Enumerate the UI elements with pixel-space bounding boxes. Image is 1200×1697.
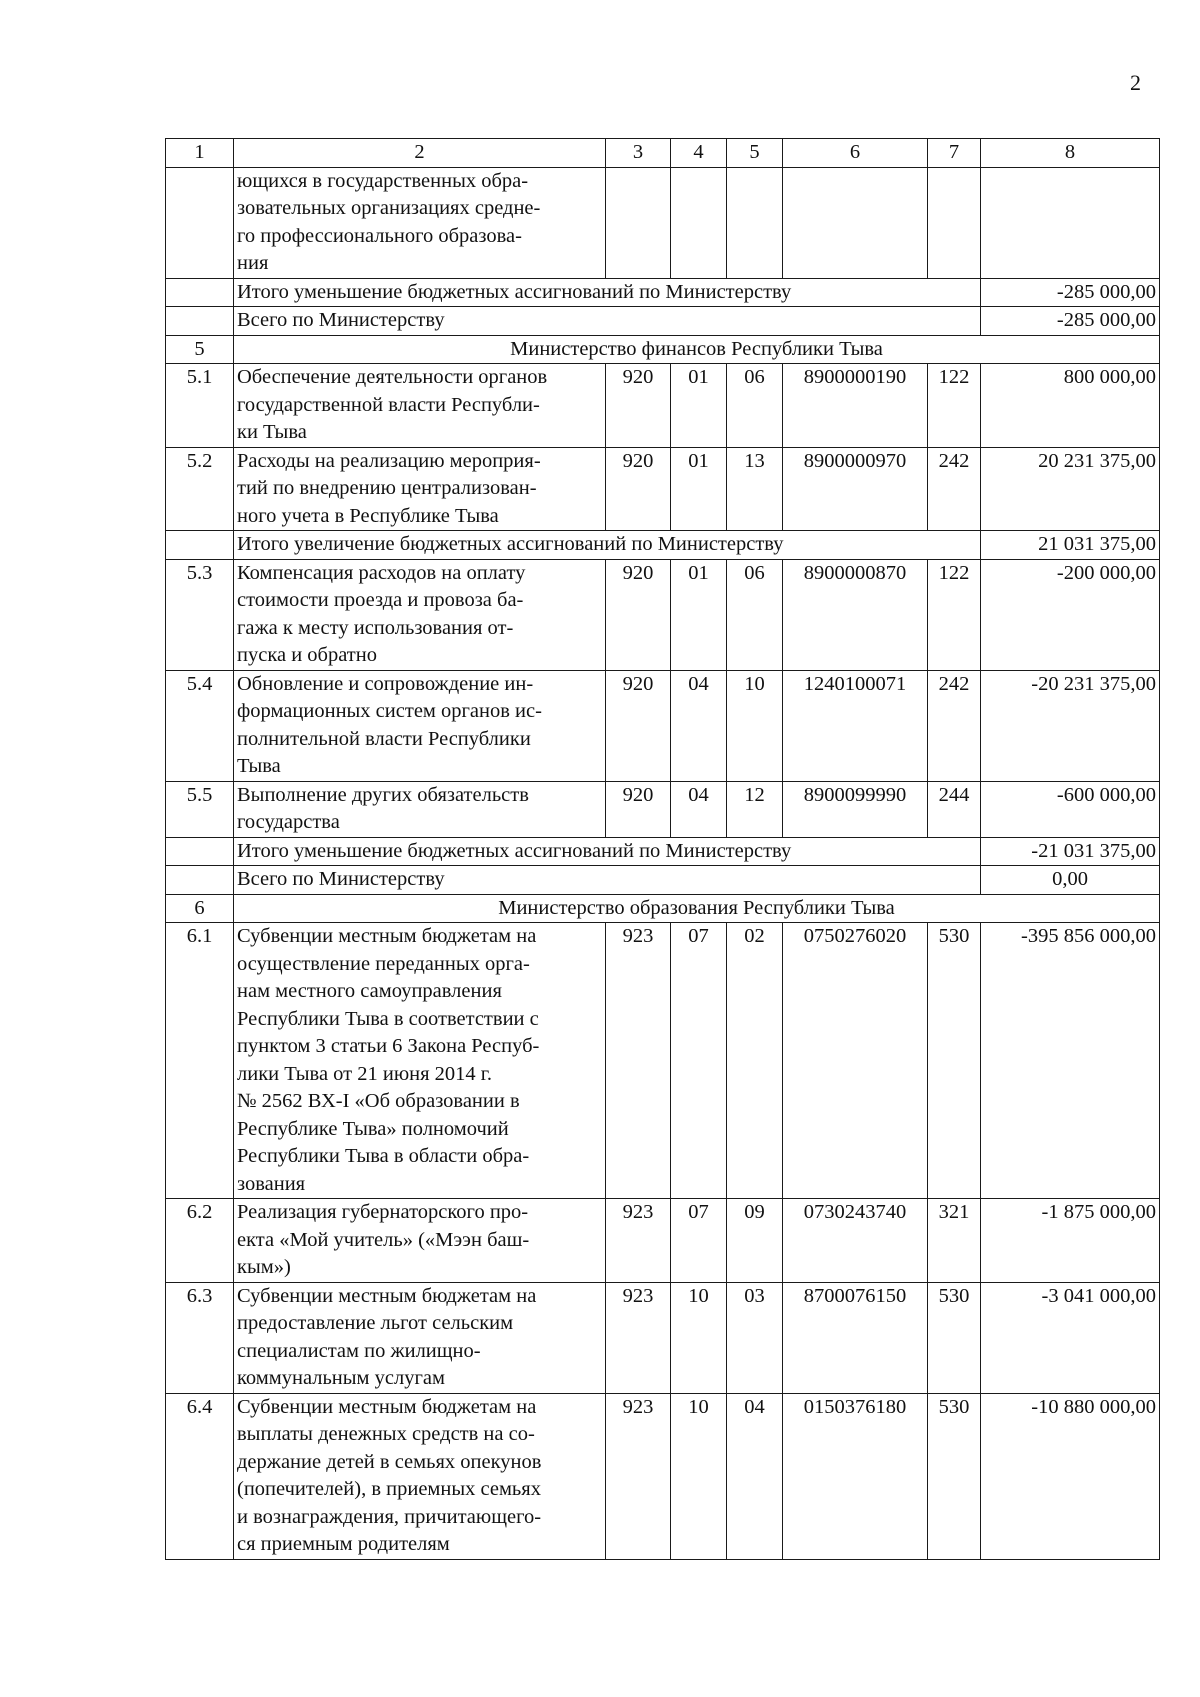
row-description: Субвенции местным бюджетам на предоставление льгот сельским специалистам по жилищно- коммунальным услугам bbox=[234, 1282, 606, 1393]
row-description: Субвенции местным бюджетам на выплаты денежных средств на со- держание детей в семьях опекунов (попечителей), в приемных семьях и вознаграждения, причитающего- ся приемным родителям bbox=[234, 1393, 606, 1559]
code-subsection: 13 bbox=[727, 447, 783, 531]
header-cell: 4 bbox=[671, 139, 727, 168]
code-section: 10 bbox=[671, 1282, 727, 1393]
row-number: 5.5 bbox=[166, 781, 234, 837]
summary-amount: -285 000,00 bbox=[981, 278, 1160, 307]
row-number: 5.1 bbox=[166, 364, 234, 448]
table-row bbox=[166, 364, 1160, 448]
code-ministry: 920 bbox=[606, 364, 671, 448]
header-cell: 7 bbox=[928, 139, 981, 168]
code-expense-type: 321 bbox=[928, 1199, 981, 1283]
row-amount: 20 231 375,00 bbox=[981, 447, 1160, 531]
table-header-row bbox=[166, 139, 1160, 168]
row-number-cell bbox=[166, 307, 234, 336]
code-target-item: 0730243740 bbox=[783, 1199, 928, 1283]
code-expense-type: 244 bbox=[928, 781, 981, 837]
code-ministry: 923 bbox=[606, 1282, 671, 1393]
row-number: 5.2 bbox=[166, 447, 234, 531]
row-description: Обновление и сопровождение ин- формационных систем органов ис- полнительной власти Республики Тыва bbox=[234, 670, 606, 781]
summary-label: Итого увеличение бюджетных ассигнований по Министерству bbox=[234, 531, 981, 560]
code-section: 01 bbox=[671, 447, 727, 531]
section-title: Министерство образования Республики Тыва bbox=[234, 894, 1160, 923]
summary-label: Итого уменьшение бюджетных ассигнований по Министерству bbox=[234, 278, 981, 307]
row-amount: -600 000,00 bbox=[981, 781, 1160, 837]
header-cell: 6 bbox=[783, 139, 928, 168]
row-amount: 800 000,00 bbox=[981, 364, 1160, 448]
code-subsection: 06 bbox=[727, 364, 783, 448]
code-target-item: 8900099990 bbox=[783, 781, 928, 837]
empty-cell bbox=[928, 167, 981, 278]
header-cell: 2 bbox=[234, 139, 606, 168]
code-expense-type: 242 bbox=[928, 670, 981, 781]
row-description: ющихся в государственных обра- зовательных организациях средне- го профессионального образова- ния bbox=[234, 167, 606, 278]
summary-amount: 0,00 bbox=[981, 866, 1160, 895]
budget-table bbox=[165, 138, 1160, 1560]
table-row-continuation bbox=[166, 167, 1160, 278]
empty-cell bbox=[671, 167, 727, 278]
code-expense-type: 530 bbox=[928, 1393, 981, 1559]
row-number-cell bbox=[166, 866, 234, 895]
code-section: 01 bbox=[671, 559, 727, 670]
code-subsection: 03 bbox=[727, 1282, 783, 1393]
summary-amount: -285 000,00 bbox=[981, 307, 1160, 336]
summary-label: Итого уменьшение бюджетных ассигнований по Министерству bbox=[234, 837, 981, 866]
row-amount: -20 231 375,00 bbox=[981, 670, 1160, 781]
section-number: 5 bbox=[166, 335, 234, 364]
row-description: Реализация губернаторского про- екта «Мой учитель» («Мээн баш- кым») bbox=[234, 1199, 606, 1283]
code-ministry: 923 bbox=[606, 1393, 671, 1559]
row-number-cell bbox=[166, 837, 234, 866]
table-row bbox=[166, 1393, 1160, 1559]
code-ministry: 920 bbox=[606, 781, 671, 837]
header-cell: 3 bbox=[606, 139, 671, 168]
row-number: 5.3 bbox=[166, 559, 234, 670]
row-amount bbox=[981, 167, 1160, 278]
code-ministry: 920 bbox=[606, 670, 671, 781]
code-section: 07 bbox=[671, 923, 727, 1199]
code-subsection: 10 bbox=[727, 670, 783, 781]
section-title: Министерство финансов Республики Тыва bbox=[234, 335, 1160, 364]
table-row-summary bbox=[166, 866, 1160, 895]
page-number: 2 bbox=[1130, 70, 1141, 95]
row-description: Обеспечение деятельности органов государственной власти Республи- ки Тыва bbox=[234, 364, 606, 448]
row-description: Субвенции местным бюджетам на осуществление переданных орга- нам местного самоуправления Республики Тыва в соответствии с пунктом 3 статьи 6 Закона Респуб- лики Тыва от 21 июня 2014 г. № 2562 ВХ-I «Об образовании в Республике Тыва» полномочий Республики Тыва в области обра- зования bbox=[234, 923, 606, 1199]
table-row bbox=[166, 670, 1160, 781]
code-subsection: 09 bbox=[727, 1199, 783, 1283]
code-expense-type: 122 bbox=[928, 364, 981, 448]
table-row-summary bbox=[166, 307, 1160, 336]
row-number: 6.1 bbox=[166, 923, 234, 1199]
code-target-item: 8900000870 bbox=[783, 559, 928, 670]
row-number: 6.2 bbox=[166, 1199, 234, 1283]
code-subsection: 12 bbox=[727, 781, 783, 837]
row-amount: -200 000,00 bbox=[981, 559, 1160, 670]
empty-cell bbox=[606, 167, 671, 278]
header-cell: 5 bbox=[727, 139, 783, 168]
row-description: Расходы на реализацию мероприя- тий по внедрению централизован- ного учета в Республике Тыва bbox=[234, 447, 606, 531]
code-subsection: 02 bbox=[727, 923, 783, 1199]
empty-cell bbox=[727, 167, 783, 278]
table-row-summary bbox=[166, 531, 1160, 560]
table-row bbox=[166, 1282, 1160, 1393]
table-row bbox=[166, 781, 1160, 837]
code-target-item: 0150376180 bbox=[783, 1393, 928, 1559]
table-row-section bbox=[166, 894, 1160, 923]
code-ministry: 923 bbox=[606, 1199, 671, 1283]
row-amount: -10 880 000,00 bbox=[981, 1393, 1160, 1559]
row-number: 6.3 bbox=[166, 1282, 234, 1393]
row-number: 5.4 bbox=[166, 670, 234, 781]
table-row bbox=[166, 559, 1160, 670]
row-description: Компенсация расходов на оплату стоимости проезда и провоза ба- гажа к месту использования от- пуска и обратно bbox=[234, 559, 606, 670]
code-section: 04 bbox=[671, 670, 727, 781]
code-expense-type: 122 bbox=[928, 559, 981, 670]
table-row-summary bbox=[166, 837, 1160, 866]
header-cell: 1 bbox=[166, 139, 234, 168]
summary-label: Всего по Министерству bbox=[234, 307, 981, 336]
row-amount: -395 856 000,00 bbox=[981, 923, 1160, 1199]
code-expense-type: 530 bbox=[928, 923, 981, 1199]
table-row-summary bbox=[166, 278, 1160, 307]
table-row bbox=[166, 1199, 1160, 1283]
summary-amount: -21 031 375,00 bbox=[981, 837, 1160, 866]
code-section: 04 bbox=[671, 781, 727, 837]
row-amount: -1 875 000,00 bbox=[981, 1199, 1160, 1283]
row-amount: -3 041 000,00 bbox=[981, 1282, 1160, 1393]
row-description: Выполнение других обязательств государства bbox=[234, 781, 606, 837]
empty-cell bbox=[783, 167, 928, 278]
code-target-item: 8700076150 bbox=[783, 1282, 928, 1393]
code-subsection: 06 bbox=[727, 559, 783, 670]
code-expense-type: 242 bbox=[928, 447, 981, 531]
section-number: 6 bbox=[166, 894, 234, 923]
row-number-cell bbox=[166, 531, 234, 560]
code-ministry: 920 bbox=[606, 559, 671, 670]
row-number-cell bbox=[166, 278, 234, 307]
code-target-item: 8900000970 bbox=[783, 447, 928, 531]
code-section: 07 bbox=[671, 1199, 727, 1283]
header-cell: 8 bbox=[981, 139, 1160, 168]
code-section: 01 bbox=[671, 364, 727, 448]
code-section: 10 bbox=[671, 1393, 727, 1559]
code-ministry: 923 bbox=[606, 923, 671, 1199]
code-expense-type: 530 bbox=[928, 1282, 981, 1393]
summary-label: Всего по Министерству bbox=[234, 866, 981, 895]
table-row bbox=[166, 447, 1160, 531]
row-number-cell bbox=[166, 167, 234, 278]
code-target-item: 8900000190 bbox=[783, 364, 928, 448]
summary-amount: 21 031 375,00 bbox=[981, 531, 1160, 560]
table-row bbox=[166, 923, 1160, 1199]
row-number: 6.4 bbox=[166, 1393, 234, 1559]
code-subsection: 04 bbox=[727, 1393, 783, 1559]
code-target-item: 1240100071 bbox=[783, 670, 928, 781]
table-row-section bbox=[166, 335, 1160, 364]
code-target-item: 0750276020 bbox=[783, 923, 928, 1199]
code-ministry: 920 bbox=[606, 447, 671, 531]
